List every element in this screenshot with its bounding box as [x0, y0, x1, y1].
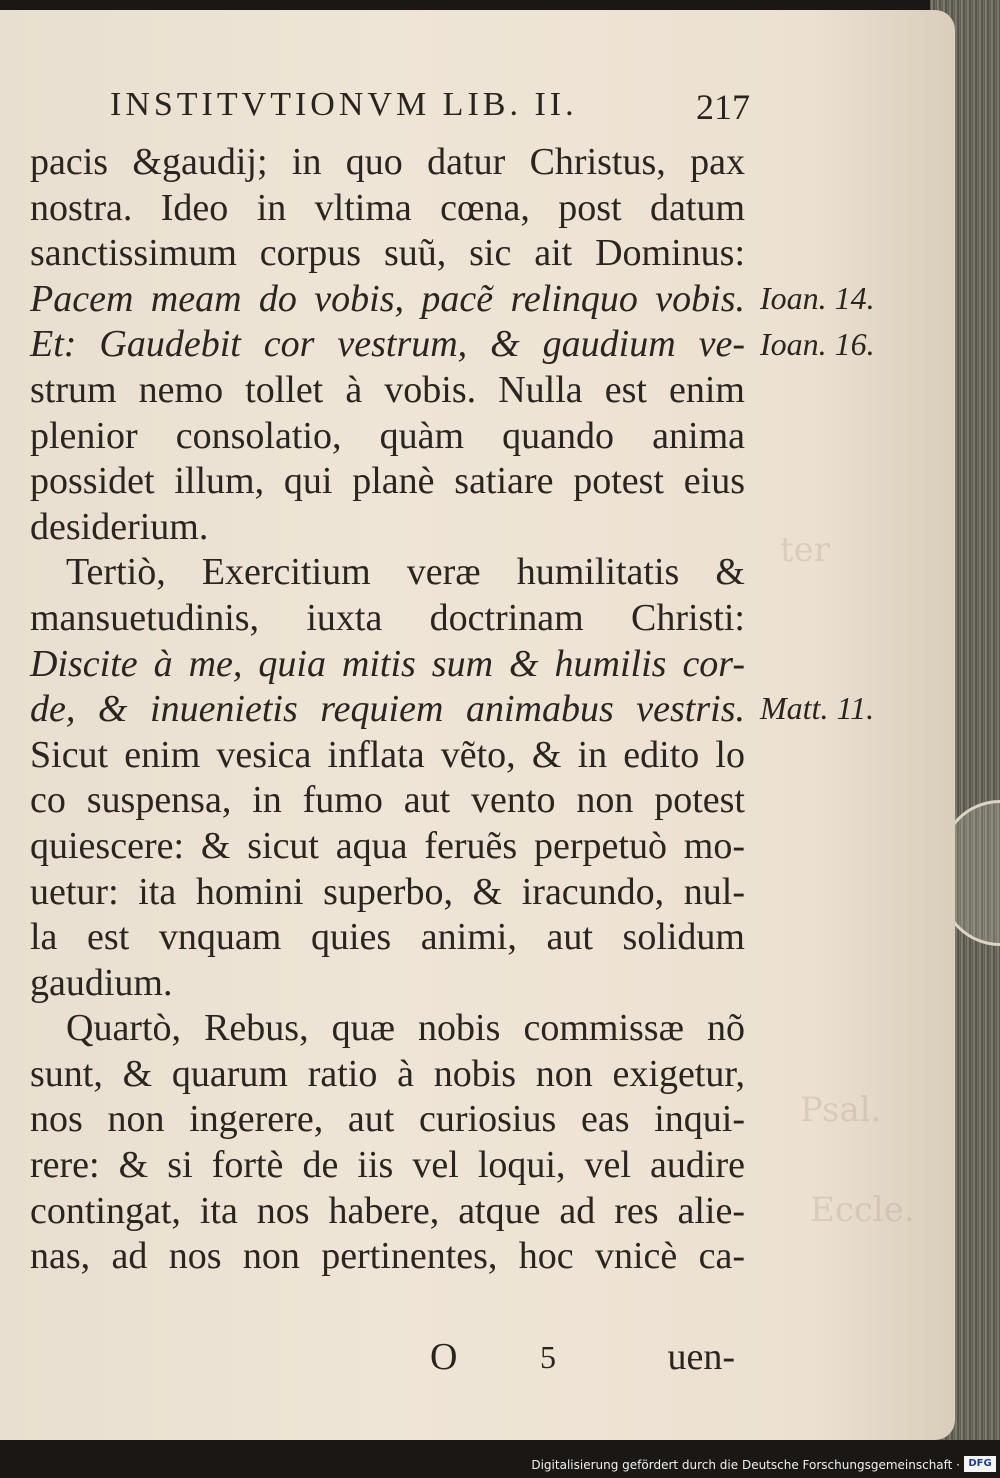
book-page — [0, 10, 955, 1440]
dfg-logo: DFG — [964, 1456, 996, 1472]
text-line-quotation: Et: Gaudebit cor vestrum, & gaudium ve- — [30, 323, 745, 366]
running-head — [110, 86, 750, 126]
text-line: nostra. Ideo in vltima cœna, post datum — [30, 186, 745, 229]
signature-number: 5 — [540, 1339, 556, 1375]
text-line: rere: & si fortè de iis vel loqui, vel audire — [30, 1144, 745, 1187]
margin-note-scripture-reference: Matt. 11. — [760, 690, 875, 726]
text-line-paragraph-start: Quartò, Rebus, quæ nobis commissæ nõ — [66, 1007, 745, 1050]
text-line: pacis &gaudij; in quo datur Christus, pax — [30, 141, 745, 183]
text-line-quotation: Discite à me, quia mitis sum & humilis cor- — [30, 642, 745, 685]
text-line: co suspensa, in fumo aut vento non potest — [30, 779, 745, 822]
margin-note-scripture-reference: Ioan. 16. — [760, 326, 875, 362]
text-line: nos non ingerere, aut curiosius eas inqui- — [30, 1098, 745, 1141]
text-line-paragraph-start: Tertiò, Exercitium veræ humilitatis & — [66, 551, 745, 594]
text-line: plenior consolatio, quàm quando anima — [30, 414, 745, 457]
margin-note-scripture-reference: Ioan. 14. — [760, 280, 875, 316]
text-line: possidet illum, qui planè satiare potest eius — [30, 460, 745, 503]
text-line: desiderium. — [30, 505, 209, 548]
text-line: uetur: ita homini superbo, & iracundo, nul- — [30, 870, 745, 913]
text-line: Sicut enim vesica inflata vẽto, & in edito lo — [30, 733, 745, 776]
text-line: quiescere: & sicut aqua feruẽs perpetuò mo- — [30, 824, 745, 867]
running-head-title: INSTITVTIONVM LIB. II. — [110, 86, 578, 123]
page-number: 217 — [696, 87, 750, 127]
signature-line — [30, 1335, 745, 1381]
main-text-block — [30, 140, 745, 1280]
show-through-ink: Eccle. — [810, 1190, 915, 1230]
digitization-credit-bar — [0, 1452, 1000, 1478]
text-line: strum nemo tollet à vobis. Nulla est enim — [30, 368, 745, 411]
text-line: gaudium. — [30, 961, 173, 1004]
text-line: nas, ad nos non pertinentes, hoc vnicè ca- — [30, 1235, 745, 1278]
text-line: la est vnquam quies animi, aut solidum — [30, 916, 745, 959]
text-line: mansuetudinis, iuxta doctrinam Christi: — [30, 596, 745, 639]
text-line: sunt, & quarum ratio à nobis non exigetur, — [30, 1052, 745, 1095]
text-line: sanctissimum corpus suũ, sic ait Dominus: — [30, 232, 745, 275]
digitization-credit-text: Digitalisierung gefördert durch die Deutsche Forschungsgemeinschaft · — [531, 1458, 960, 1472]
show-through-ink: ter — [780, 530, 831, 570]
catchword: uen- — [667, 1336, 735, 1378]
show-through-ink: Psal. — [800, 1090, 882, 1130]
signature-mark: O — [430, 1336, 458, 1378]
text-line-quotation: Pacem meam do vobis, pacẽ relinquo vobis. — [30, 277, 745, 320]
text-line: contingat, ita nos habere, atque ad res alie- — [30, 1189, 745, 1232]
text-line-quotation: de, & inuenietis requiem animabus vestris. — [30, 688, 745, 731]
